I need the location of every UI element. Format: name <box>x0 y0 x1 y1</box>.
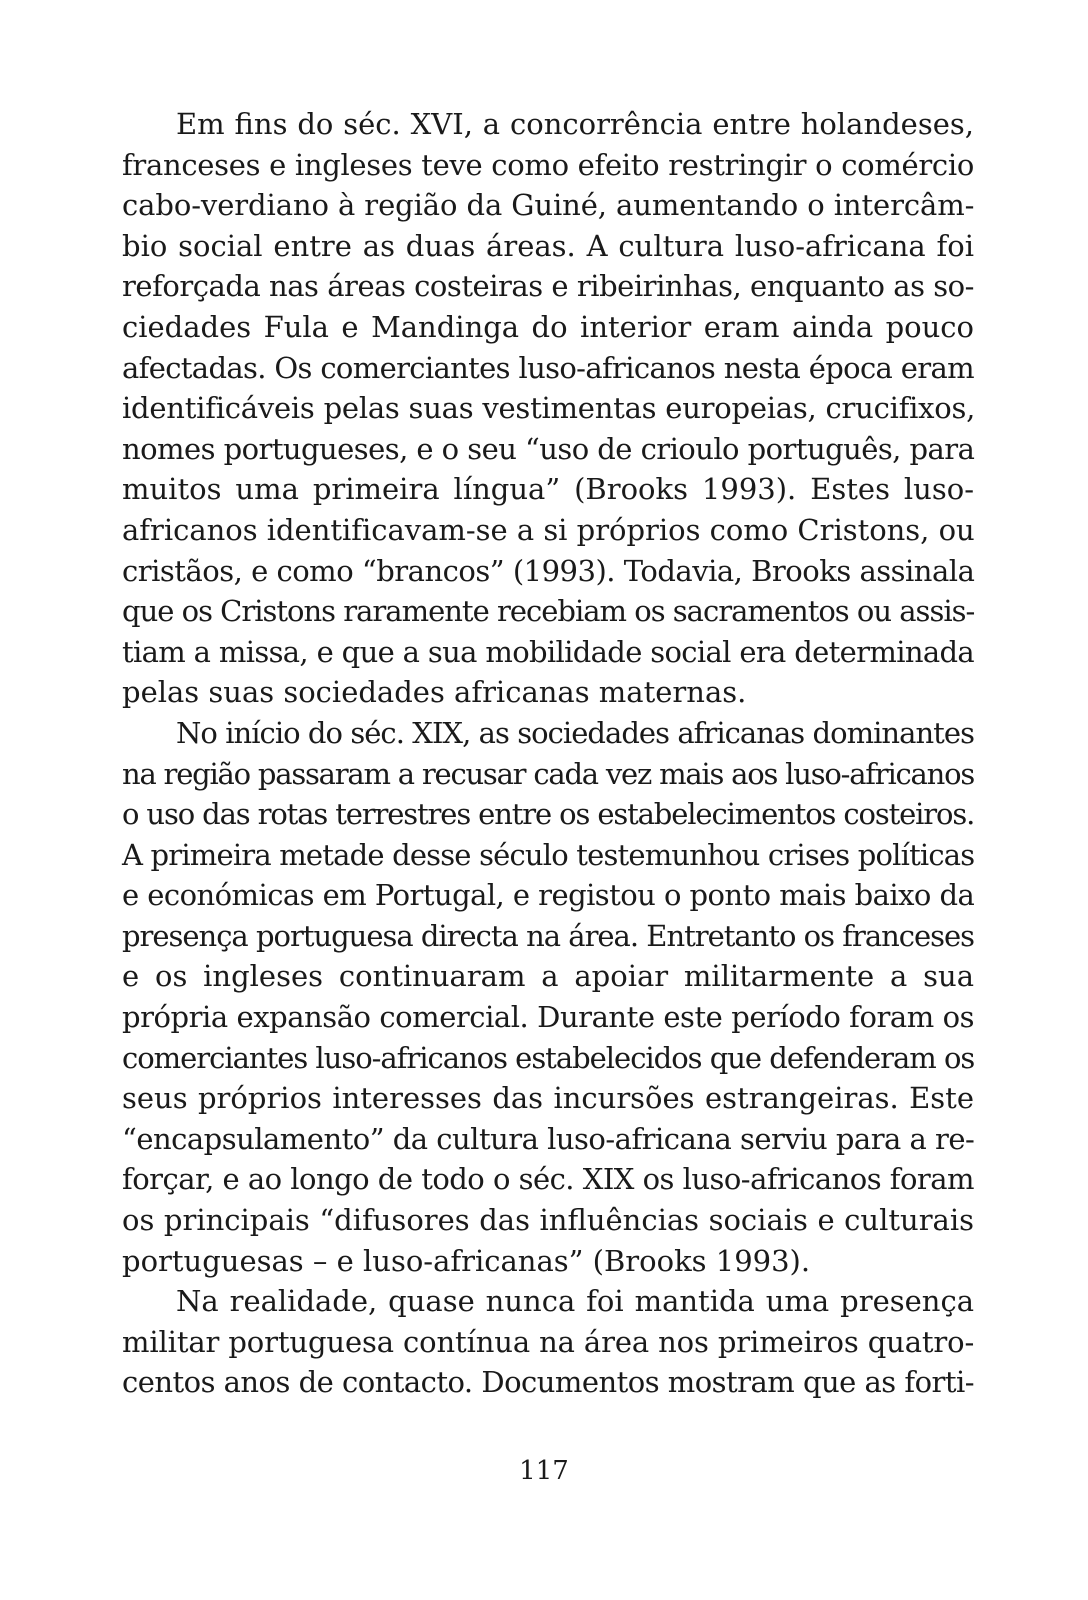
text-line: cabo-verdiano à região da Guiné, aumentando o intercâm- <box>122 188 975 223</box>
text-line: afectadas. Os comerciantes luso-africanos nesta época eram <box>122 350 974 385</box>
text-line: nomes portugueses, e o seu “uso de crioulo português, para <box>122 431 975 466</box>
text-line: muitos uma primeira língua” (Brooks 1993). Estes luso- <box>122 472 974 507</box>
text-line: ciedades Fula e Mandinga do interior eram ainda pouco <box>122 309 974 344</box>
text-line: cristãos, e como “brancos” (1993). Todavia, Brooks assinala <box>122 553 975 588</box>
text-line: tiam a missa, e que a sua mobilidade social era determinada <box>122 634 974 669</box>
text-line: militar portuguesa contínua na área nos primeiros quatro- <box>122 1324 975 1359</box>
text-line: bio social entre as duas áreas. A cultura luso-africana foi <box>122 228 974 263</box>
text-line: No início do séc. XIX, as sociedades africanas dominantes <box>176 715 974 750</box>
text-line: identificáveis pelas suas vestimentas europeias, crucifixos, <box>122 391 976 426</box>
text-line: comerciantes luso-africanos estabelecidos que defenderam os <box>122 1040 975 1075</box>
text-line: A primeira metade desse século testemunhou crises políticas <box>122 837 975 872</box>
text-line: na região passaram a recusar cada vez mais aos luso-africanos <box>122 756 974 791</box>
text-line: franceses e ingleses teve como efeito restringir o comércio <box>122 147 974 182</box>
text-line: reforçada nas áreas costeiras e ribeirinhas, enquanto as so- <box>122 269 974 304</box>
text-line: Em fins do séc. XVI, a concorrência entre holandeses, <box>176 107 974 141</box>
text-line: “encapsulamento” da cultura luso-africana serviu para a re- <box>122 1121 975 1156</box>
text-line: Na realidade, quase nunca foi mantida uma presença <box>176 1284 974 1319</box>
text-line: presença portuguesa directa na área. Entretanto os franceses <box>122 918 974 953</box>
text-line: portuguesas – e luso-africanas” (Brooks 1993). <box>122 1243 811 1278</box>
text-line: forçar, e ao longo de todo o séc. XIX os luso-africanos foram <box>122 1162 974 1197</box>
text-line: africanos identificavam-se a si próprios como Cristons, ou <box>122 512 975 547</box>
text-line: e os ingleses continuaram a apoiar militarmente a sua <box>122 959 974 994</box>
text-line: e económicas em Portugal, e registou o ponto mais baixo da <box>122 878 975 913</box>
body-text <box>122 104 974 1403</box>
text-line: seus próprios interesses das incursões estrangeiras. Este <box>122 1081 974 1116</box>
text-line: centos anos de contacto. Documentos mostram que as forti- <box>122 1365 974 1400</box>
text-line: que os Cristons raramente recebiam os sacramentos ou assis- <box>122 594 975 629</box>
text-line: pelas suas sociedades africanas maternas. <box>122 675 747 710</box>
text-line: própria expansão comercial. Durante este período foram os <box>122 1000 974 1035</box>
text-line: os principais “difusores das influências sociais e culturais <box>122 1203 974 1238</box>
text-line: o uso das rotas terrestres entre os estabelecimentos costeiros. <box>122 797 975 832</box>
page-number: 117 <box>519 1456 569 1486</box>
